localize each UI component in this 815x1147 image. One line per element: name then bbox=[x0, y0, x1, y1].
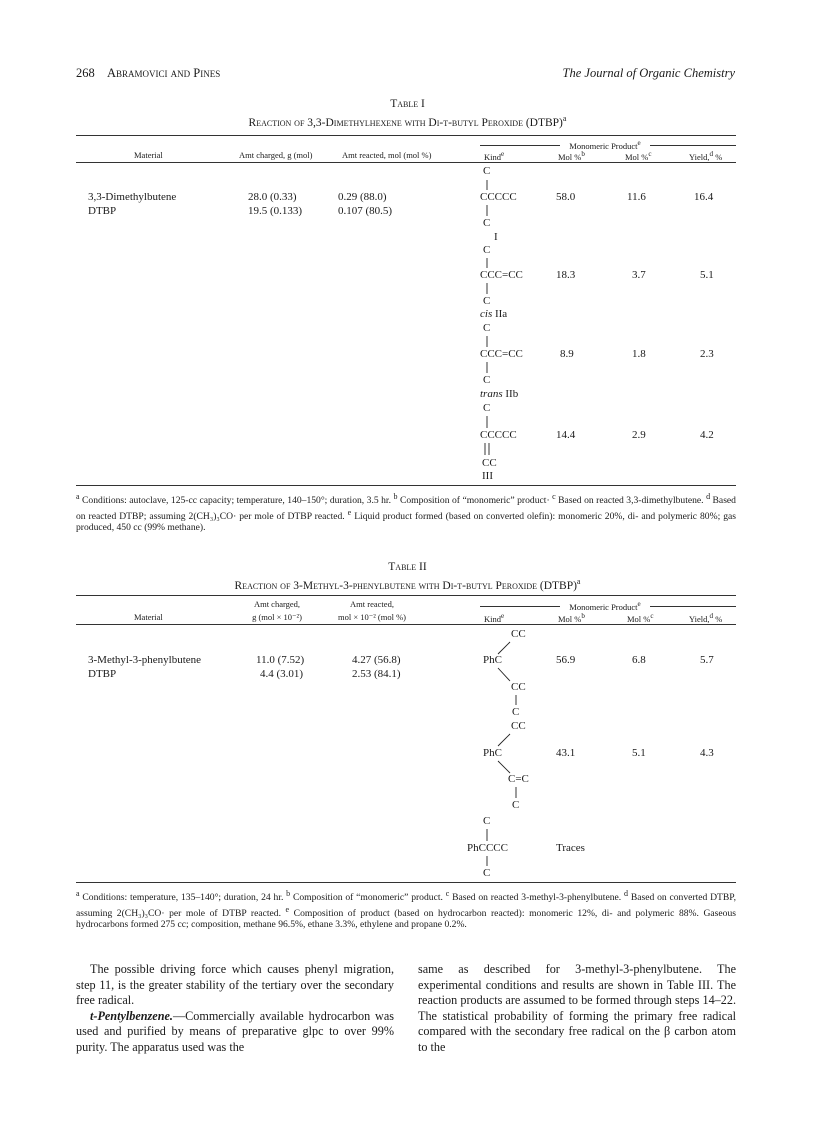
table1-col-mol2-text: Mol % bbox=[625, 151, 649, 162]
t1-s2-bot: C bbox=[483, 295, 491, 307]
table2-col-mol1-text: Mol % bbox=[558, 613, 582, 624]
t1-s2-main: CCC=CC bbox=[480, 269, 523, 281]
table2-material-name: DTBP bbox=[88, 668, 117, 680]
table2-col-mol2-sup: c bbox=[650, 612, 654, 620]
t1-product-yield: 2.3 bbox=[700, 348, 714, 360]
table1-material-charged: 28.0 (0.33) bbox=[248, 191, 297, 203]
t2-fn-a-sup: a bbox=[76, 889, 80, 898]
table1-title-sup: a bbox=[562, 114, 567, 123]
t1-s1-top: C bbox=[483, 165, 491, 177]
t1-product-mol1: 58.0 bbox=[556, 191, 576, 203]
t2-product-yield: 5.7 bbox=[700, 654, 714, 666]
table2-label: Table II bbox=[388, 561, 427, 573]
table2-col-yield-text: Yield, bbox=[689, 613, 710, 624]
t2-s3-main: PhCCCC bbox=[467, 842, 508, 854]
table1-col-kind-text: Kind bbox=[484, 151, 501, 162]
bond-line bbox=[498, 734, 510, 746]
t2-s3-bot: C bbox=[483, 867, 491, 879]
table1-col-material: Material bbox=[134, 150, 163, 160]
t1-fn-b-sup: b bbox=[393, 492, 398, 501]
t2-product-mol2: 6.8 bbox=[632, 654, 646, 666]
t1-s1-label: I bbox=[494, 231, 498, 243]
t2-s3-top: C bbox=[483, 815, 491, 827]
t2-fn-c-sup: c bbox=[445, 889, 450, 898]
t1-s4-label: III bbox=[482, 470, 493, 482]
body-paragraph-2-text: —Commercially available hydrocarbon was used and purified by means of preparative glpc to over 99% purity. The apparatus used was the bbox=[76, 1008, 394, 1054]
table2-col-material: Material bbox=[134, 612, 163, 622]
bond-line bbox=[498, 668, 510, 681]
t1-s3-label-it: trans bbox=[480, 388, 503, 400]
body-right-column: same as described for 3-methyl-3-phenylbutene. The experimental conditions and results are shown in Table III. The reaction products are assumed to be formed through steps 14–22. The statistical probability of forming the primary free radical compared with the secondary free radical on the β carbon atom to the bbox=[418, 962, 736, 1054]
t2-fn-b-sup: b bbox=[286, 889, 291, 898]
t2-s1-ph: PhC bbox=[483, 654, 502, 666]
t2-s1-lower: CC bbox=[511, 681, 526, 693]
table2-col-kind-text: Kind bbox=[484, 613, 501, 624]
t2-fn-e-sup: e bbox=[285, 904, 290, 914]
t1-s3-top: C bbox=[483, 322, 491, 334]
t1-fn-d-sup: d bbox=[706, 492, 711, 501]
t2-s1-c: C bbox=[512, 706, 520, 718]
table2-col-mol2-text: Mol % bbox=[627, 613, 651, 624]
table2-col-mol1-sup: b bbox=[581, 612, 585, 620]
t2-s2-upper: CC bbox=[511, 720, 526, 732]
table2-material-name: 3-Methyl-3-phenylbutene bbox=[88, 654, 202, 666]
t1-product-mol1: 8.9 bbox=[560, 348, 574, 360]
t2-product-yield: 4.3 bbox=[700, 747, 714, 759]
table2-col-reacted-2: mol × 10⁻² (mol %) bbox=[337, 612, 407, 622]
t1-product-yield: 16.4 bbox=[694, 191, 714, 203]
table2-col-yield-unit: % bbox=[713, 613, 723, 624]
table2-material-charged: 11.0 (7.52) bbox=[256, 654, 305, 666]
table2-material-reacted: 2.53 (84.1) bbox=[352, 668, 401, 680]
t1-product-yield: 5.1 bbox=[700, 269, 714, 281]
t1-s2-top: C bbox=[483, 244, 491, 256]
table1-material-name: 3,3-Dimethylbutene bbox=[88, 191, 177, 203]
t2-s2-ph: PhC bbox=[483, 747, 502, 759]
t2-product-mol2: 5.1 bbox=[632, 747, 646, 759]
t1-s2-label-text: IIa bbox=[492, 308, 508, 320]
t1-s3-bot: C bbox=[483, 374, 491, 386]
t1-fn-e-text: Liquid product formed (based on converted olefin): monomeric 20%, di- and polymeric 80%; gas produced, 450 cc (99% methane). bbox=[76, 510, 736, 534]
table1-col-reacted: Amt reacted, mol (mol %) bbox=[342, 150, 432, 160]
t2-fn-c-text: Based on reacted 3-methyl-3-phenylbutene. bbox=[449, 892, 624, 904]
t1-s3-label-text: IIb bbox=[502, 388, 519, 400]
running-head-authors: Abramovici and Pines bbox=[107, 66, 221, 80]
table1-col-yield-unit: % bbox=[713, 151, 723, 162]
t1-s4-top: C bbox=[483, 402, 491, 414]
table1-material-name: DTBP bbox=[88, 205, 117, 217]
table1-material-reacted: 0.107 (80.5) bbox=[338, 205, 393, 217]
table1-col-charged: Amt charged, g (mol) bbox=[239, 150, 313, 160]
table1-title-text: Reaction of 3,3-Dimethylhexene with Di-t-butyl Peroxide (DTBP) bbox=[248, 116, 563, 129]
t1-s1-bot: C bbox=[483, 217, 491, 229]
table1-group-sup: e bbox=[637, 139, 641, 147]
body-paragraph-1: The possible driving force which causes phenyl migration, step 11, is the greater stability of the tertiary over the secondary free radical. bbox=[76, 962, 394, 1007]
t1-fn-a-text: Conditions: autoclave, 125-cc capacity; temperature, 140–150°; duration, 3.5 hr. bbox=[79, 495, 394, 507]
bond-line bbox=[498, 642, 510, 654]
table1-label: Table I bbox=[390, 98, 425, 110]
t1-s4-main: CCCCC bbox=[480, 429, 517, 441]
t1-fn-d-text: Based on reacted DTBP; assuming 2(CH₃)₃CO· per mole of DTBP reacted. bbox=[76, 495, 736, 522]
t1-s4-bot: CC bbox=[482, 457, 497, 469]
t1-fn-e-sup: e bbox=[347, 507, 352, 517]
t1-product-mol2: 2.9 bbox=[632, 429, 646, 441]
t2-s2-lower: C=C bbox=[508, 773, 529, 785]
t1-s3-main: CCC=CC bbox=[480, 348, 523, 360]
table2-col-reacted-1: Amt reacted, bbox=[350, 599, 394, 609]
t1-fn-c-text: Based on reacted 3,3-dimethylbutene. bbox=[555, 495, 707, 507]
table1-group-header-text: Monomeric Product bbox=[569, 140, 638, 151]
table2-material-charged: 4.4 (3.01) bbox=[260, 668, 304, 680]
t1-product-yield: 4.2 bbox=[700, 429, 714, 441]
table1-col-mol1-text: Mol % bbox=[558, 151, 582, 162]
t2-product-mol1: Traces bbox=[556, 842, 585, 854]
table1-col-yield-text: Yield, bbox=[689, 151, 710, 162]
t2-fn-a-text: Conditions: temperature, 135–140°; duration, 24 hr. bbox=[79, 892, 287, 904]
t1-s1-main: CCCCC bbox=[480, 191, 517, 203]
t1-product-mol1: 14.4 bbox=[556, 429, 576, 441]
table2-group-sup: e bbox=[637, 600, 641, 608]
t2-fn-e-text: Composition of product (based on hydrocarbon reacted): monomeric 12%, di- and polymeric 88%. Gaseous hydrocarbons formed 275 cc; composition, methane 96.5%, ethane 3.3%, ethylene and propane 0.2%. bbox=[76, 907, 737, 931]
table2-col-charged-1: Amt charged, bbox=[253, 599, 301, 609]
body-paragraph-2-heading: t-Pentylbenzene. bbox=[90, 1008, 173, 1023]
page-number: 268 bbox=[76, 66, 95, 80]
t1-product-mol2: 1.8 bbox=[632, 348, 646, 360]
table1-col-mol2-sup: c bbox=[648, 150, 652, 158]
table2-col-yield-sup: d bbox=[709, 612, 714, 620]
t2-product-mol1: 43.1 bbox=[556, 747, 576, 759]
table2-col-charged-2: g (mol × 10⁻²) bbox=[252, 612, 302, 622]
table2-col-kind-sup: e bbox=[501, 612, 505, 620]
running-head-journal: The Journal of Organic Chemistry bbox=[562, 66, 735, 80]
t2-fn-b-text: Composition of “monomeric” product. bbox=[290, 892, 446, 904]
t1-product-mol1: 18.3 bbox=[556, 269, 576, 281]
table1-col-mol1-sup: b bbox=[581, 150, 585, 158]
t1-fn-a-sup: a bbox=[76, 492, 80, 501]
t1-s2-label-it: cis bbox=[480, 308, 493, 320]
table2-group-header-text: Monomeric Product bbox=[569, 601, 638, 612]
table1-col-yield-sup: d bbox=[709, 150, 714, 158]
t1-fn-b-text: Composition of “monomeric” product· bbox=[397, 495, 553, 507]
t2-s2-c: C bbox=[512, 799, 520, 811]
t2-product-mol1: 56.9 bbox=[556, 654, 576, 666]
t2-fn-d-sup: d bbox=[624, 889, 628, 898]
t1-product-mol2: 3.7 bbox=[632, 269, 646, 281]
table1-material-reacted: 0.29 (88.0) bbox=[338, 191, 387, 203]
t2-fn-d-text: Based on converted DTBP, assuming 2(CH₃)₃CO· per mole of DTBP reacted. bbox=[76, 892, 736, 919]
bond-line bbox=[498, 761, 510, 773]
table1-material-charged: 19.5 (0.133) bbox=[248, 205, 303, 217]
t1-fn-c-sup: c bbox=[552, 492, 556, 501]
table1-col-kind-sup: e bbox=[501, 150, 505, 158]
table2-title-sup: a bbox=[576, 577, 581, 586]
table2-title-text: Reaction of 3-Methyl-3-phenylbutene with Di-t-butyl Peroxide (DTBP) bbox=[234, 579, 577, 592]
t1-product-mol2: 11.6 bbox=[627, 191, 646, 203]
table2-material-reacted: 4.27 (56.8) bbox=[352, 654, 401, 666]
t2-s1-upper: CC bbox=[511, 628, 526, 640]
